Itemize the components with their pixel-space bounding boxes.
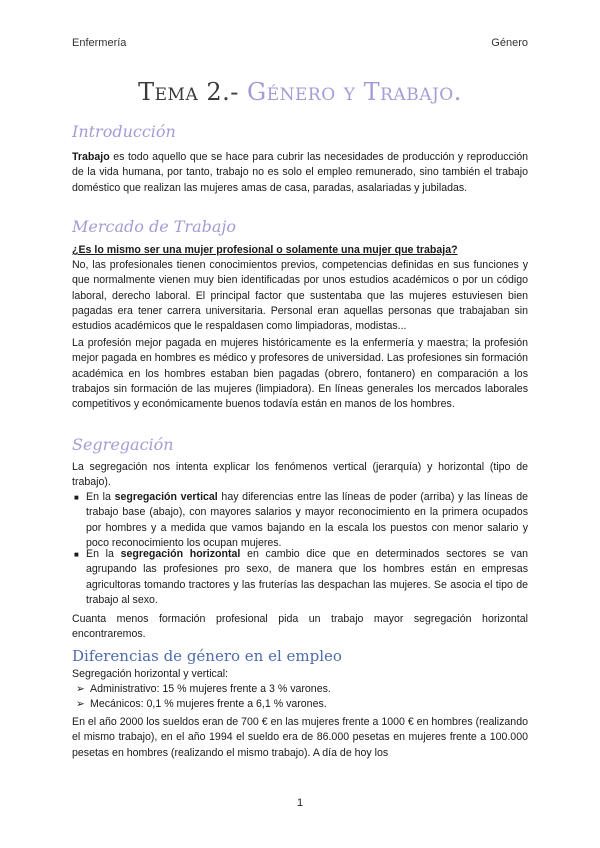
mercado-question: ¿Es lo mismo ser una mujer profesional o solamente una mujer que trabaja? <box>72 244 458 256</box>
heading-introduccion: Introducción <box>72 122 176 141</box>
page-number: 1 <box>296 797 304 809</box>
heading-mercado: Mercado de Trabajo <box>72 217 236 236</box>
arrow-bullet-icon: ➢ <box>76 683 85 695</box>
bullet-mark: ■ <box>74 550 79 559</box>
bullet-horizontal-text: En la segregación horizontal en cambio dice que en determinados sectores se van agrupando las profesiones pro sexo, de manera que los hombres están en empresas agricultoras tomando tractores y las fruterías las despachan las mujeres. Se asocia el tipo de trabajo al sexo. <box>86 548 529 606</box>
heading-diferencias: Diferencias de género en el empleo <box>72 647 342 665</box>
intro-paragraph <box>72 150 528 196</box>
bullet-vertical <box>72 490 528 551</box>
bullet-mark: ■ <box>74 493 79 502</box>
arrow-bullet-icon: ➢ <box>76 698 85 710</box>
list-item: ➢ Administrativo: 15 % mujeres frente a 3 % varones. <box>76 682 331 697</box>
header-right: Género <box>491 37 528 49</box>
segregacion-intro: La segregación nos intenta explicar los fenómenos vertical (jerarquía) y horizontal (tipo de trabajo). <box>72 461 528 489</box>
bullet-horizontal <box>72 547 528 608</box>
header-left: Enfermería <box>72 37 127 49</box>
intro-text: es todo aquello que se hace para cubrir las necesidades de producción y reproducción de la vida humana, por tanto, trabajo no es solo el empleo remunerado, sino también el trabajo doméstico que realizan las mujeres amas de casa, paradas, asalariadas y jubiladas. <box>72 151 528 194</box>
segregacion-closing: Cuanta menos formación profesional pida un trabajo mayor segregación horizontal encontraremos. <box>72 613 528 641</box>
title-part-1: Tema 2.- <box>138 78 239 106</box>
title-part-2: Género y Trabajo. <box>247 78 462 106</box>
diferencias-sub: Segregación horizontal y vertical: <box>72 668 229 680</box>
heading-segregacion: Segregación <box>72 435 174 454</box>
intro-bold-lead: Trabajo <box>72 151 110 163</box>
page-title <box>0 78 600 106</box>
diferencias-paragraph: En el año 2000 los sueldos eran de 700 € en las mujeres frente a 1000 € en hombres (realizando el mismo trabajo), en el año 1994 el sueldo era de 86.000 pesetas en mujeres frente a 100.000 pesetas en hombres (realizando el mismo trabajo). A día de hoy los <box>72 716 528 759</box>
mercado-paragraph-1: No, las profesionales tienen conocimientos previos, competencias definidas en sus funciones y que normalmente vienen muy bien identificadas por unos estudios académicos o por un código laboral, derecho laboral. El principal factor que sustentaba que las mujeres estuviesen bien pagadas era tener carrera universitaria. Personal eran aquellas personas que trabajaban sin estudios académicos que le respaldasen como limpiadoras, modistas... <box>72 259 528 333</box>
bullet-vertical-text: En la segregación vertical hay diferencias entre las líneas de poder (arriba) y las líneas de trabajo base (abajo), con mayores salarios y mayor reconocimiento en la primera ocupados por hombres y a medida que vamos bajando en la escala los puestos con menor salario y poco reconocimiento los ocupan mujeres. <box>86 491 528 549</box>
list-item: ➢ Mecánicos: 0,1 % mujeres frente a 6,1 % varones. <box>76 697 327 712</box>
mercado-paragraph-2: La profesión mejor pagada en mujeres históricamente es la enfermería y maestra; la profesión mejor pagada en hombres es médico y profesores de universidad. Las profesiones sin formación académica en los hombres estaban bien pagadas (obrero, fontanero) en comparación a los trabajos sin formación de las mujeres (limpiadora). En líneas generales los mercados laborales competitivos y económicamente buenos todavía están en manos de los hombres. <box>72 337 528 411</box>
